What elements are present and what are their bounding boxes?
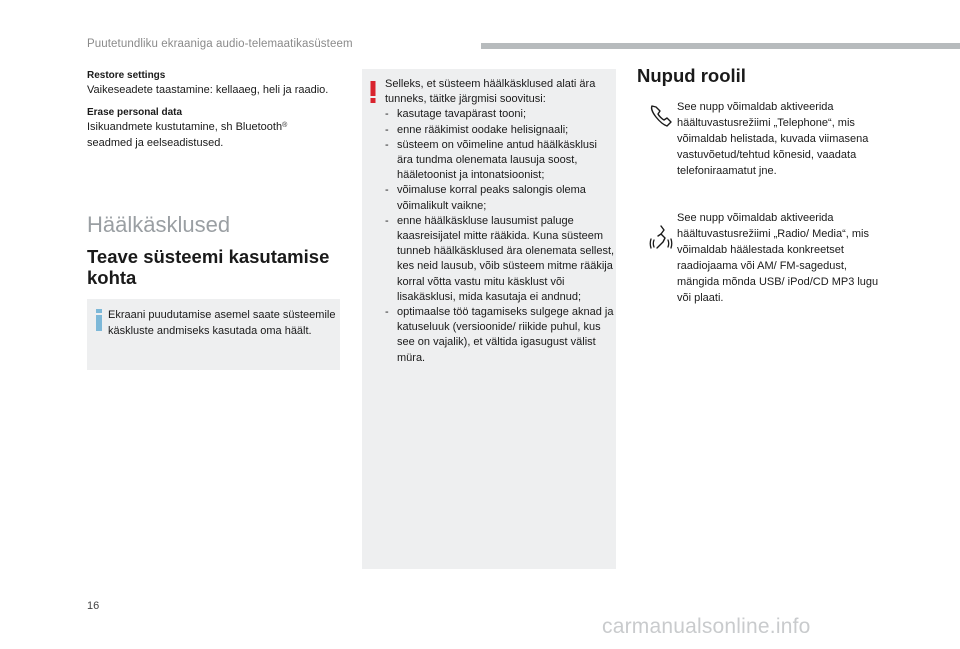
- erase-data-text: [87, 119, 342, 151]
- list-dash: -: [385, 184, 389, 197]
- info-icon: [95, 309, 103, 331]
- list-item-text: võimaluse korral peaks salongis olema võimalikult vaikne;: [397, 184, 586, 212]
- header-title: Puutetundliku ekraaniga audio-telemaatikasüsteem: [87, 38, 353, 50]
- erase-text-after: seadmed ja eelseadistused.: [87, 137, 224, 149]
- restore-settings-text: Vaikeseadete taastamine: kellaaeg, heli ja raadio.: [87, 84, 329, 96]
- list-dash: -: [385, 123, 389, 136]
- list-item: [385, 107, 615, 122]
- list-dash: -: [385, 214, 389, 227]
- phone-icon: [647, 101, 677, 131]
- list-item: [385, 305, 615, 366]
- settings-section: [87, 69, 342, 159]
- list-dash: -: [385, 138, 389, 151]
- list-dash: -: [385, 108, 389, 121]
- list-item-text: süsteem on võimeline antud häälkäsklusi ära tundma olenemata lausuja soost, hääletoonist ja intonatsioonist;: [397, 138, 597, 182]
- system-usage-subtitle: Teave süsteemi kasutamise kohta: [87, 246, 330, 288]
- warning-box: [362, 69, 616, 569]
- list-item: [385, 214, 615, 305]
- list-item: [385, 138, 615, 184]
- voice-command-icon: [647, 222, 677, 252]
- exclamation-icon: [370, 81, 376, 103]
- list-dash: -: [385, 306, 389, 319]
- erase-text-before: Isikuandmete kustutamine, sh Bluetooth: [87, 121, 283, 133]
- watermark: carmanualsonline.info: [602, 615, 811, 638]
- info-text: Ekraani puudutamise asemel saate süsteemile käskluste andmiseks kasutada oma häält.: [108, 309, 336, 337]
- erase-data-heading: Erase personal data: [87, 107, 183, 118]
- warning-content: [385, 77, 615, 366]
- header-bar: [481, 43, 960, 49]
- list-item-text: enne rääkimist oodake helisignaali;: [397, 123, 569, 136]
- info-box: [87, 299, 340, 370]
- registered-mark: ®: [282, 122, 288, 129]
- steering-buttons-title: Nupud roolil: [637, 65, 746, 86]
- phone-button-text: See nupp võimaldab aktiveerida häältuvastusrežiimi „Telephone“, mis võimaldab helistada, kuvada viimasena vastuvõetud/tehtud kõnesid, vaadata telefoniraamatut jne.: [677, 101, 869, 177]
- warning-intro: Selleks, et süsteem häälkäsklused alati ära tunneks, täitke järgmisi soovitusi:: [385, 78, 596, 106]
- list-item: [385, 183, 615, 213]
- list-item-text: enne häälkäskluse lausumist paluge kaasreisijatel mitte rääkida. Kuna süsteem tunneb häälkäsklused ära olenemata sellest, kes neid lausub, võib süsteem mitme rääkija korral võtta vastu mitu käsklust või lisakäsklusi, mida kasutaja ei andnud;: [397, 214, 615, 303]
- restore-settings-heading: Restore settings: [87, 70, 166, 81]
- list-item-text: optimaalse töö tagamiseks sulgege aknad ja katuseluuk (versioonide/ riikide puhul, kus see on vajalik), et vältida igasugust välist müra.: [397, 306, 614, 364]
- voice-commands-title: Häälkäsklused: [87, 212, 231, 237]
- page-number: 16: [87, 600, 100, 612]
- list-item-text: kasutage tavapärast tooni;: [397, 108, 527, 121]
- warning-list: [385, 107, 615, 365]
- voice-button-text: See nupp võimaldab aktiveerida häältuvastusrežiimi „Radio/ Media“, mis võimaldab häälestada konkreetset raadiojaama või AM/ FM-sagedust, mängida mõnda USB/ iPod/CD MP3 lugu või plaati.: [677, 212, 879, 304]
- list-item: [385, 123, 615, 138]
